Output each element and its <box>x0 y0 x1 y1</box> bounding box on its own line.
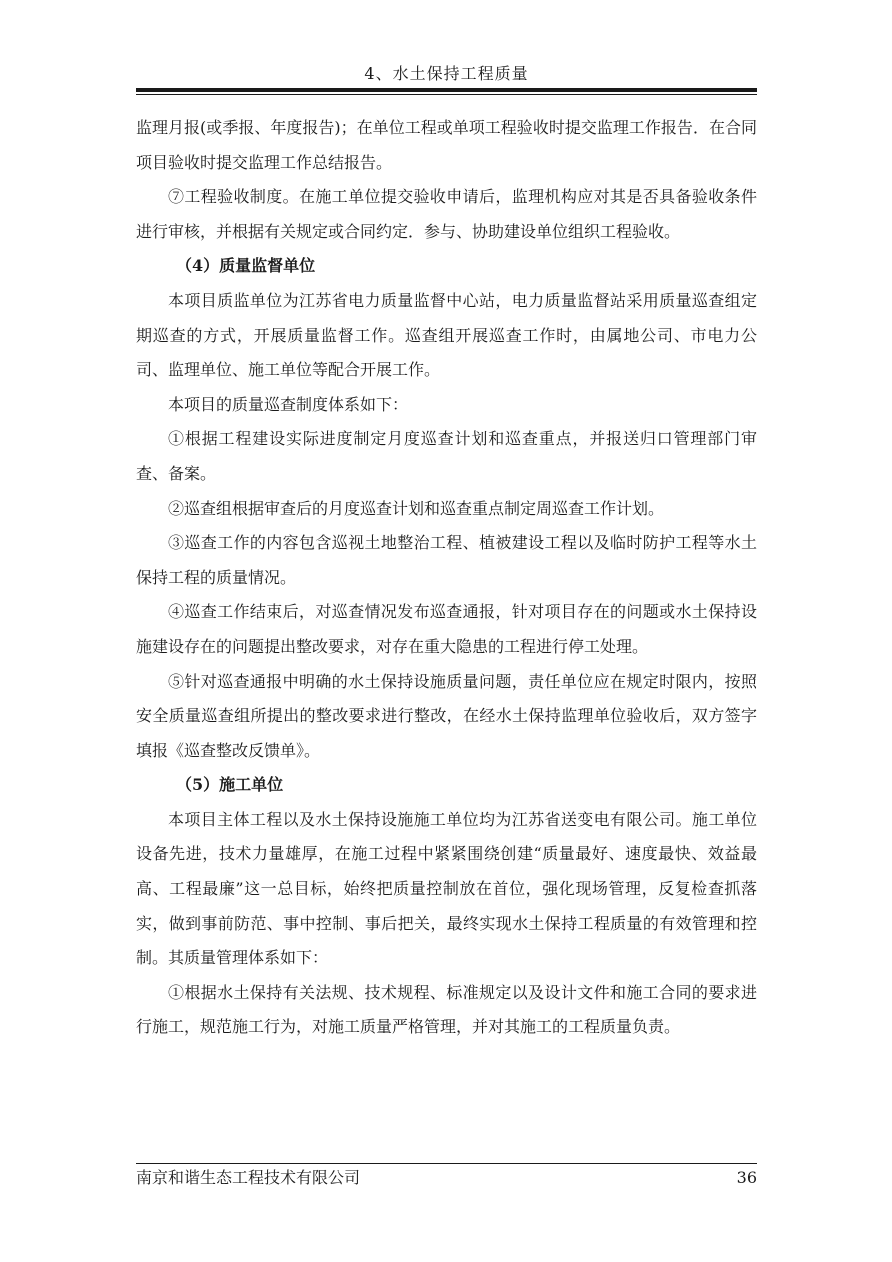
list-item-construction-1: ①根据水土保持有关法规、技术规程、标准规定以及设计文件和施工合同的要求进行施工，规范施工行为，对施工质量严格管理，并对其施工的工程质量负责。 <box>136 982 757 1037</box>
header-rule-thin <box>136 94 757 95</box>
header-rule-thick <box>136 88 757 92</box>
list-item-inspection-5: ⑤针对巡查通报中明确的水土保持设施质量问题，责任单位应在规定时限内，按照安全质量巡查组所提出的整改要求进行整改，在经水土保持监理单位验收后，双方签字填报《巡查整改反馈单》。 <box>136 671 757 760</box>
footer-page-number: 36 <box>736 1168 757 1187</box>
footer-rule <box>136 1163 757 1164</box>
paragraph-monthly-report: 监理月报(或季报、年度报告)；在单位工程或单项工程验收时提交监理工作报告．在合同项目验收时提交监理工作总结报告。 <box>136 118 757 172</box>
page-header-title: 4、水土保持工程质量 <box>364 64 529 83</box>
list-item-inspection-2: ②巡查组根据审查后的月度巡查计划和巡查重点制定周巡查工作计划。 <box>168 498 665 518</box>
list-item-inspection-1: ①根据工程建设实际进度制定月度巡查计划和巡查重点，并报送归口管理部门审查、备案。 <box>136 429 757 483</box>
paragraph-construction-unit: 本项目主体工程以及水土保持设施施工单位均为江苏省送变电有限公司。施工单位设备先进，技术力量雄厚，在施工过程中紧紧围绕创建“质量最好、速度最快、效益最高、工程最廉”这一总目标，始终把质量控制放在首位，强化现场管理，反复检查抓落实，做到事前防范、事中控制、事后把关，最终实现水土保持工程质量的有效管理和控制。其质量管理体系如下： <box>136 809 757 968</box>
paragraph-supervision-station: 本项目质监单位为江苏省电力质量监督中心站，电力质量监督站采用质量巡查组定期巡查的方式，开展质量监督工作。巡查组开展巡查工作时，由属地公司、市电力公司、监理单位、施工单位等配合开展工作。 <box>136 290 757 380</box>
list-item-inspection-3: ③巡查工作的内容包含巡视土地整治工程、植被建设工程以及临时防护工程等水土保持工程的质量情况。 <box>136 533 757 587</box>
paragraph-acceptance-system: ⑦工程验收制度。在施工单位提交验收申请后，监理机构应对其是否具备验收条件进行审核，并根据有关规定或合同约定．参与、协助建设单位组织工程验收。 <box>136 187 757 241</box>
list-item-inspection-4: ④巡查工作结束后，对巡查情况发布巡查通报，针对项目存在的问题或水土保持设施建设存在的问题提出整改要求，对存在重大隐患的工程进行停工处理。 <box>136 602 757 656</box>
section-heading-construction-unit: （5）施工单位 <box>176 775 284 795</box>
paragraph-inspection-system-intro: 本项目的质量巡查制度体系如下： <box>168 394 409 414</box>
footer-company-name: 南京和谐生态工程技术有限公司 <box>136 1168 361 1187</box>
section-heading-quality-supervision: （4）质量监督单位 <box>176 256 316 276</box>
document-body <box>136 111 757 1045</box>
